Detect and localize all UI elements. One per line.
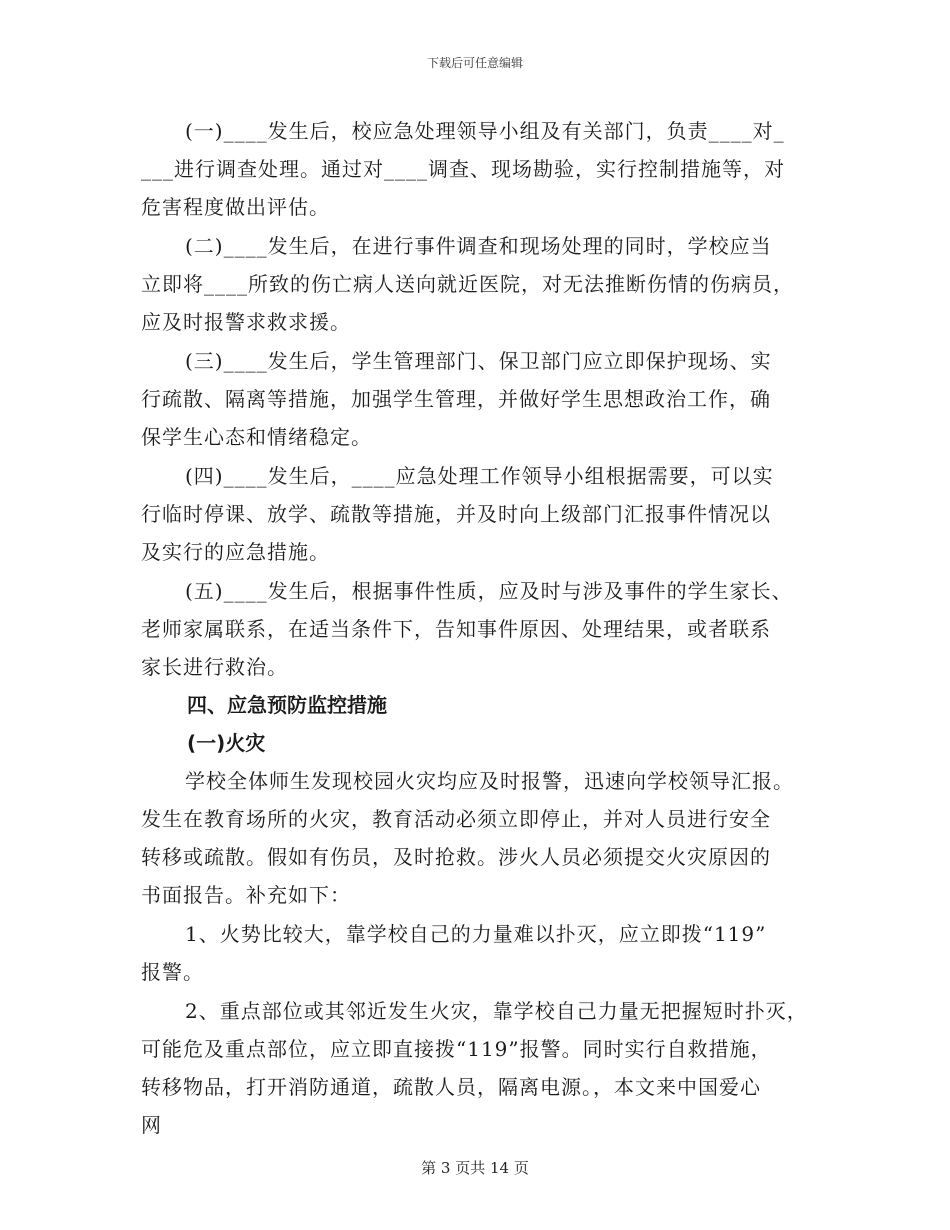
text-line: 书面报告。补充如下： bbox=[141, 883, 351, 907]
text-line: 转移或疏散。假如有伤员，及时抢救。涉火人员必须提交火灾原因的 bbox=[141, 845, 771, 869]
text-line: (五)____发生后，根据事件性质，应及时与涉及事件的学生家长、 bbox=[185, 579, 793, 603]
section-heading: 四、应急预防监控措施 bbox=[187, 693, 387, 717]
text-line: 网 bbox=[141, 1113, 162, 1137]
text-line: (四)____发生后，____应急处理工作领导小组根据需要，可以实 bbox=[185, 464, 774, 488]
text-line: 及实行的应急措施。 bbox=[141, 540, 330, 564]
text-line: ___进行调查处理。通过对____调查、现场勘验，实行控制措施等，对 bbox=[141, 157, 785, 181]
text-line: 报警。 bbox=[141, 960, 204, 984]
text-line: 可能危及重点部位，应立即直接拨“119”报警。同时实行自救措施， bbox=[141, 1037, 772, 1061]
text-line: 2、重点部位或其邻近发生火灾，靠学校自己力量无把握短时扑灭， bbox=[185, 999, 808, 1023]
page-header: 下载后可任意编辑 bbox=[426, 56, 523, 70]
text-line: (三)____发生后，学生管理部门、保卫部门应立即保护现场、实 bbox=[185, 349, 772, 373]
text-line: 1、火势比较大，靠学校自己的力量难以扑灭，应立即拨“119” bbox=[185, 922, 767, 946]
text-line: 老师家属联系，在适当条件下，告知事件原因、处理结果，或者联系 bbox=[141, 617, 771, 641]
document-body bbox=[141, 112, 816, 1144]
text-line: 转移物品，打开消防通道，疏散人员，隔离电源。，本文来中国爱心 bbox=[141, 1075, 761, 1099]
text-line: 保学生心态和情绪稳定。 bbox=[141, 425, 372, 449]
text-line: 学校全体师生发现校园火灾均应及时报警，迅速向学校领导汇报。 bbox=[185, 769, 794, 793]
text-line: (一)____发生后，校应急处理领导小组及有关部门，负责____对_ bbox=[185, 119, 785, 143]
text-line: 行临时停课、放学、疏散等措施，并及时向上级部门汇报事件情况以 bbox=[141, 502, 771, 526]
text-line: 行疏散、隔离等措施，加强学生管理，并做好学生思想政治工作，确 bbox=[141, 387, 771, 411]
text-line: 家长进行救治。 bbox=[141, 655, 288, 679]
text-line: 危害程度做出评估。 bbox=[141, 195, 330, 219]
text-line: 立即将____所致的伤亡病人送向就近医院，对无法推断伤情的伤病员， bbox=[141, 272, 794, 296]
subsection-heading: (一)火灾 bbox=[187, 731, 266, 755]
text-line: 应及时报警求救求援。 bbox=[141, 310, 351, 334]
text-line: 发生在教育场所的火灾，教育活动必须立即停止，并对人员进行安全 bbox=[141, 807, 771, 831]
text-line: (二)____发生后，在进行事件调查和现场处理的同时，学校应当 bbox=[185, 234, 772, 258]
page-footer: 第 3 页共 14 页 bbox=[421, 1159, 529, 1177]
